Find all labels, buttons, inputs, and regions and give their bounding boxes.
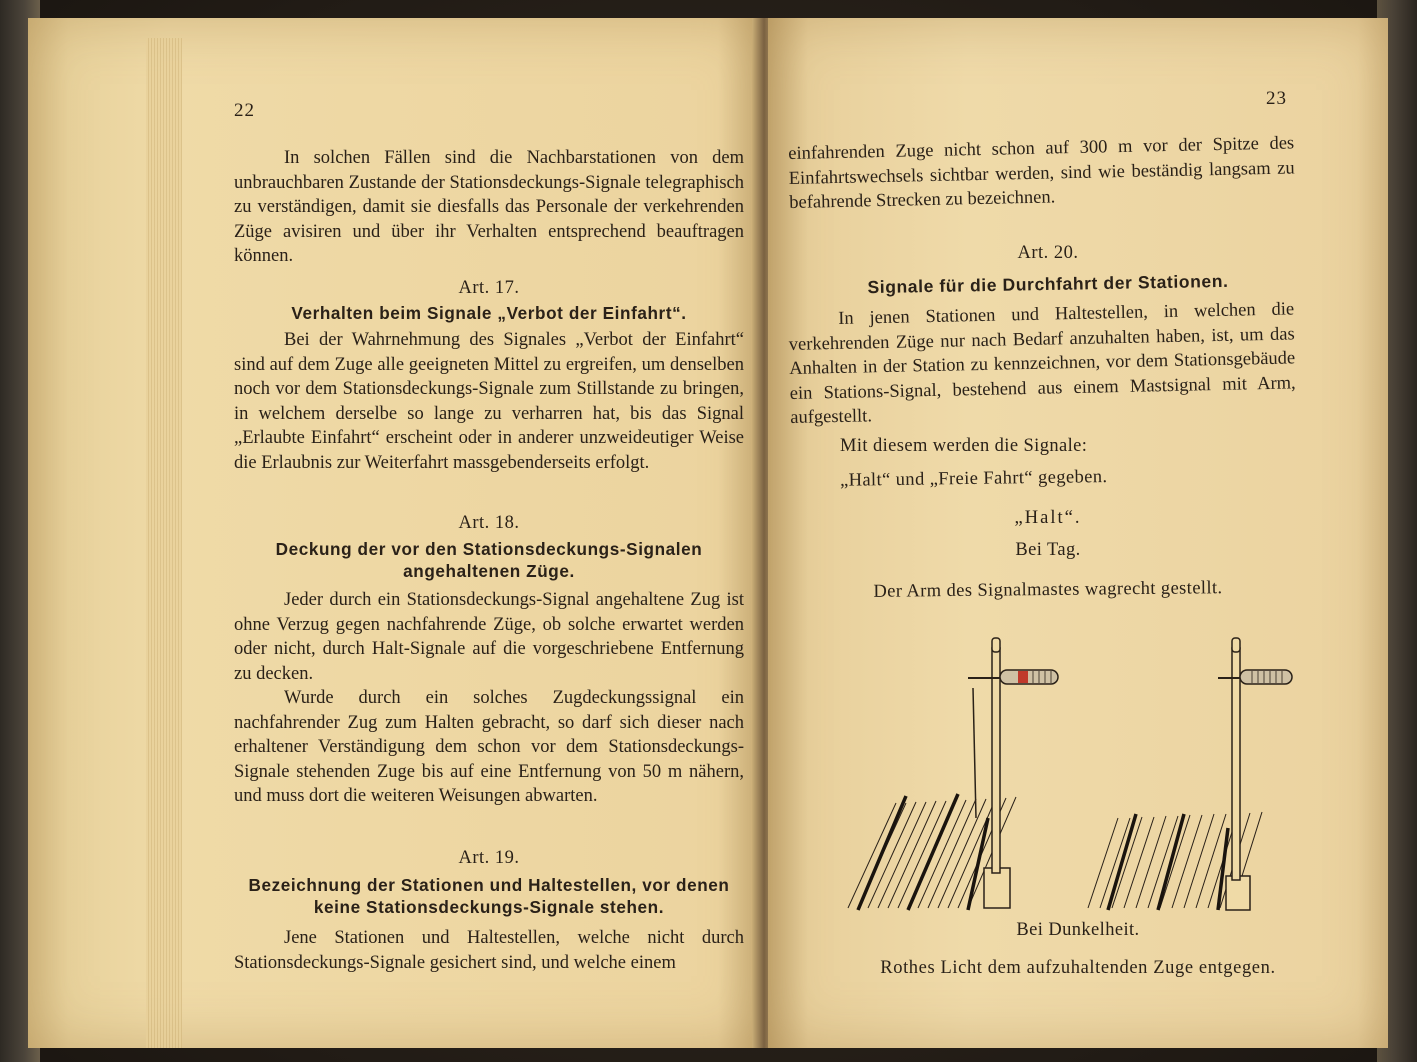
- left-intro-paragraph: [234, 146, 744, 269]
- arm-text: Der Arm des Signalmastes wagrecht gestellt.: [873, 578, 1223, 602]
- left-signal-scene: [838, 638, 1058, 910]
- art18-heading-line2: angehaltenen Züge.: [403, 561, 575, 581]
- signals-intro: Mit diesem werden die Signale:: [840, 436, 1088, 456]
- art20-text: In jenen Stationen und Haltestellen, in welchen die verkehrenden Züge nur nach Bedarf anzuhalten haben, ist, um das Anhalten in der Station zu kennzeichnen, vor dem Stationsgebäude ein Stations-Signal, bestehend aus einem Mastsignal mit Arm, aufgestellt.: [788, 299, 1296, 428]
- bei-tag: Bei Tag.: [1015, 540, 1081, 560]
- page-number-left: 22: [234, 100, 255, 121]
- art20-heading: Signale für die Durchfahrt der Stationen.: [867, 270, 1229, 298]
- right-signal-scene: [1088, 638, 1292, 910]
- art19-label: Art. 19.: [458, 848, 520, 868]
- intro-text: In solchen Fällen sind die Nachbarstationen von dem unbrauchbaren Zustande der Stationsdeckungs-Signale telegraphisch zu verständigen, damit sie diesfalls das Personale der verkehrenden Züge avisiren und über ihr Verhalten entsprechend beauftragen können.: [234, 148, 744, 266]
- halt-title: „Halt“.: [1014, 508, 1082, 528]
- art18-text2: Wurde durch ein solches Zugdeckungssignal ein nachfahrender Zug zum Halten gebracht, so darf sich dieser nach erhaltener Verständigung dem schon vor dem Stationsdeckungs-Signale stehenden Zuge bis auf eine Entfernung von 50 m nähern, und muss dort die weiteren Weisungen abwarten.: [234, 688, 744, 806]
- art18-text1: Jeder durch ein Stationsdeckungs-Signal angehaltene Zug ist ohne Verzug gegen nachfahrende Züge, ob solche erwartet werden oder nicht, durch Halt-Signale auf die vorgeschriebene Entfernung zu decken.: [234, 590, 744, 684]
- left-page: [28, 18, 763, 1048]
- art18-paragraphs: [234, 588, 744, 809]
- art18-heading-line1: Deckung der vor den Stationsdeckungs-Signalen: [275, 539, 703, 559]
- rothes-licht: Rothes Licht dem aufzuhaltenden Zuge entgegen.: [880, 958, 1276, 978]
- art17-text: Bei der Wahrnehmung des Signales „Verbot der Einfahrt“ sind auf dem Zuge alle geeigneten Mittel zu ergreifen, um denselben noch vor dem Stationsdeckungs-Signale zum Stillstande zu bringen, in welchem derselbe so lange zu verharren hat, bis das Signal „Erlaubte Einfahrt“ erscheint oder in anderer unzweideutiger Weise die Erlaubnis zur Weiterfahrt massgebenderseits erfolgt.: [234, 330, 744, 473]
- right-intro-text: einfahrenden Zuge nicht schon auf 300 m vor der Spitze des Einfahrtswechsels sichtbar werden, sind wie beständig langsam zu befahrende Strecken zu bezeichnen.: [788, 133, 1295, 213]
- bei-dunkelheit: Bei Dunkelheit.: [1016, 920, 1140, 940]
- signal-illustration: [818, 618, 1298, 918]
- art18-label: Art. 18.: [458, 513, 520, 533]
- page-edges: [146, 38, 182, 1048]
- page-number-right: 23: [1266, 88, 1287, 109]
- right-page: [768, 18, 1388, 1048]
- art17-heading: Verhalten beim Signale „Verbot der Einfahrt“.: [291, 303, 687, 323]
- art19-paragraph: [234, 926, 744, 975]
- art19-heading: [239, 874, 739, 918]
- right-intro-paragraph: [788, 131, 1295, 215]
- signals-list: „Halt“ und „Freie Fahrt“ gegeben.: [839, 467, 1108, 491]
- art20-label: Art. 20.: [1017, 243, 1079, 263]
- art20-paragraph: [788, 297, 1296, 430]
- art18-heading: [239, 538, 739, 582]
- art19-text: Jene Stationen und Haltestellen, welche nicht durch Stationsdeckungs-Signale gesichert sind, und welche einem: [234, 928, 744, 973]
- art19-heading-line2: keine Stationsdeckungs-Signale stehen.: [313, 897, 665, 917]
- art19-heading-line1: Bezeichnung der Stationen und Haltestellen, vor denen: [248, 875, 730, 895]
- art17-paragraph: [234, 328, 744, 475]
- art17-label: Art. 17.: [458, 278, 520, 298]
